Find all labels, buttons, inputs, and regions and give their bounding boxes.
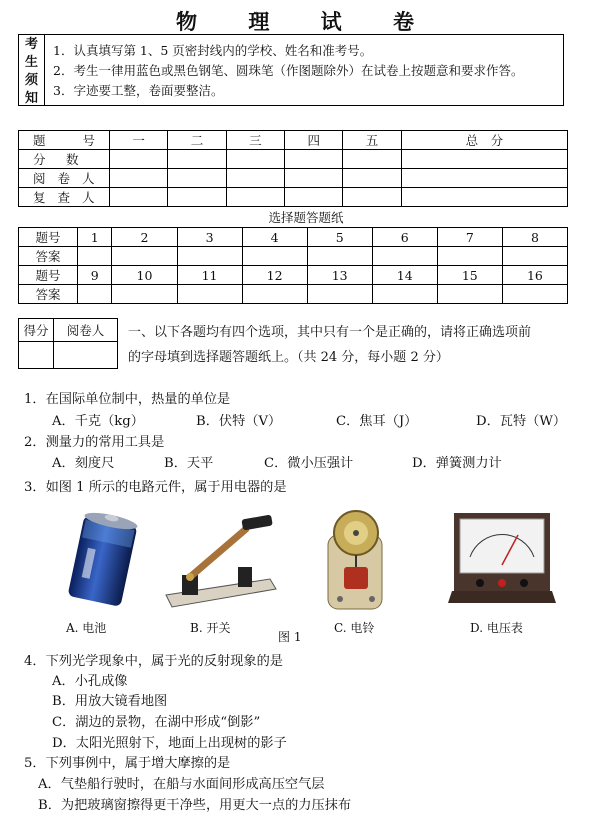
score-cell[interactable] <box>285 188 343 207</box>
score-cell[interactable] <box>168 169 226 188</box>
score-table-row <box>19 188 568 207</box>
question-number: 1 <box>78 228 112 247</box>
answer-cell[interactable] <box>307 285 372 304</box>
score-cell[interactable] <box>343 150 401 169</box>
question-4-stem: 4．下列光学现象中，属于光的反射现象的是 <box>24 654 283 669</box>
question-5-stem: 5．下列事例中，属于增大摩擦的是 <box>24 756 231 771</box>
score-cell[interactable] <box>285 169 343 188</box>
answer-cell[interactable] <box>112 285 177 304</box>
notice-label-char: 须 <box>24 73 38 88</box>
score-cell[interactable] <box>285 150 343 169</box>
question-number: 4 <box>242 228 307 247</box>
question-number: 12 <box>242 266 307 285</box>
grader-score-cell[interactable] <box>19 342 54 369</box>
q1-option-a: A．千克（kg） <box>52 414 144 429</box>
grader-box <box>18 318 118 369</box>
answer-cell[interactable] <box>112 247 177 266</box>
score-cell[interactable] <box>401 150 567 169</box>
question-number: 14 <box>372 266 437 285</box>
figure-caption-c: C. 电铃 <box>334 621 375 635</box>
answer-cell[interactable] <box>502 247 567 266</box>
question-number: 10 <box>112 266 177 285</box>
grader-score-label: 得分 <box>19 319 54 342</box>
notice-label-char: 知 <box>24 91 38 106</box>
answer-cell[interactable] <box>372 285 437 304</box>
q2-option-c: C．微小压强计 <box>264 456 354 471</box>
knife-switch-image <box>160 507 280 612</box>
answer-cell[interactable] <box>242 247 307 266</box>
notice-lines <box>53 41 523 101</box>
question-number: 5 <box>307 228 372 247</box>
notice-label-char: 考 <box>24 37 38 52</box>
answer-cell[interactable] <box>502 285 567 304</box>
score-table-header-row <box>19 131 568 150</box>
q4-option-c: C．湖边的景物，在湖中形成“倒影” <box>52 715 261 730</box>
score-table-row <box>19 150 568 169</box>
figure-label: 图 1 <box>278 630 302 644</box>
answer-cell[interactable] <box>177 285 242 304</box>
answer-cell[interactable] <box>78 285 112 304</box>
score-row-label: 分 数 <box>19 150 110 169</box>
q1-option-d: D．瓦特（W） <box>476 414 567 429</box>
q2-option-a: A．刻度尺 <box>52 456 115 471</box>
question-number: 8 <box>502 228 567 247</box>
q4-option-a: A．小孔成像 <box>52 674 128 689</box>
score-cell[interactable] <box>401 169 567 188</box>
answer-row-label: 答案 <box>19 285 78 304</box>
score-header-cell: 题 号 <box>19 131 110 150</box>
answer-row-label: 题号 <box>19 266 78 285</box>
electric-bell-image <box>318 507 394 612</box>
question-number: 9 <box>78 266 112 285</box>
score-cell[interactable] <box>168 188 226 207</box>
notice-line: 1．认真填写第 1、5 页密封线内的学校、姓名和准考号。 <box>53 43 373 58</box>
battery-image <box>52 507 162 612</box>
grader-reviewer-label: 阅卷人 <box>54 319 118 342</box>
question-number: 11 <box>177 266 242 285</box>
q5-option-b: B．为把玻璃窗擦得更干净些，用更大一点的力压抹布 <box>38 798 352 813</box>
question-number: 2 <box>112 228 177 247</box>
answer-input-row <box>19 247 568 266</box>
figure-caption-a: A. 电池 <box>66 621 107 635</box>
answer-cell[interactable] <box>242 285 307 304</box>
question-number: 3 <box>177 228 242 247</box>
answer-cell[interactable] <box>437 247 502 266</box>
score-header-cell: 五 <box>343 131 401 150</box>
q2-option-b: B．天平 <box>164 456 214 471</box>
voltmeter-image <box>440 507 560 612</box>
score-header-cell: 三 <box>226 131 284 150</box>
q4-option-b: B．用放大镜看地图 <box>52 694 168 709</box>
score-header-cell: 总 分 <box>401 131 567 150</box>
section-line: 一、以下各题均有四个选项，其中只有一个是正确的，请将正确选项前 <box>128 325 532 340</box>
notice-label <box>19 35 45 105</box>
question-number: 6 <box>372 228 437 247</box>
question-1-stem: 1．在国际单位制中，热量的单位是 <box>24 392 231 407</box>
q4-option-d: D．太阳光照射下，地面上出现树的影子 <box>52 736 287 751</box>
exam-notice-box <box>18 34 564 106</box>
score-row-label: 阅 卷 人 <box>19 169 110 188</box>
answer-cell[interactable] <box>78 247 112 266</box>
notice-line: 3．字迹要工整，卷面要整洁。 <box>53 83 224 98</box>
q5-option-a: A．气垫船行驶时，在船与水面间形成高压空气层 <box>38 777 325 792</box>
question-2-stem: 2．测量力的常用工具是 <box>24 435 165 450</box>
q2-option-d: D．弹簧测力计 <box>412 456 502 471</box>
score-cell[interactable] <box>110 150 168 169</box>
question-number: 13 <box>307 266 372 285</box>
grader-header-row <box>19 319 118 342</box>
answer-cell[interactable] <box>372 247 437 266</box>
notice-label-char: 生 <box>24 55 38 70</box>
question-3-stem: 3．如图 1 所示的电路元件，属于用电器的是 <box>24 480 287 495</box>
answer-cell[interactable] <box>307 247 372 266</box>
score-table-row <box>19 169 568 188</box>
answer-cell[interactable] <box>177 247 242 266</box>
question-number: 16 <box>502 266 567 285</box>
score-header-cell: 一 <box>110 131 168 150</box>
score-cell[interactable] <box>110 188 168 207</box>
figure-caption-b: B. 开关 <box>190 621 231 635</box>
score-cell[interactable] <box>343 188 401 207</box>
q1-option-c: C．焦耳（J） <box>336 414 418 429</box>
figure-caption-d: D. 电压表 <box>470 621 523 635</box>
page-title: 物 理 试 卷 <box>176 9 436 34</box>
score-cell[interactable] <box>226 188 284 207</box>
answer-number-row <box>19 228 568 247</box>
answer-cell[interactable] <box>437 285 502 304</box>
score-cell[interactable] <box>110 169 168 188</box>
score-cell[interactable] <box>168 150 226 169</box>
score-row-label: 复 查 人 <box>19 188 110 207</box>
answer-row-label: 题号 <box>19 228 78 247</box>
q1-option-b: B．伏特（V） <box>196 414 282 429</box>
score-cell[interactable] <box>343 169 401 188</box>
score-cell[interactable] <box>226 150 284 169</box>
grader-blank-row <box>19 342 118 369</box>
answer-number-row <box>19 266 568 285</box>
score-table <box>18 130 568 207</box>
answer-sheet-table <box>18 227 568 304</box>
score-cell[interactable] <box>226 169 284 188</box>
answer-sheet-title: 选择题答题纸 <box>268 210 344 225</box>
score-header-cell: 二 <box>168 131 226 150</box>
question-number: 7 <box>437 228 502 247</box>
answer-input-row <box>19 285 568 304</box>
notice-line: 2．考生一律用蓝色或黑色钢笔、圆珠笔（作图题除外）在试卷上按题意和要求作答。 <box>53 63 524 78</box>
score-cell[interactable] <box>401 188 567 207</box>
grader-reviewer-cell[interactable] <box>54 342 118 369</box>
section-line: 的字母填到选择题答题纸上。（共 24 分，每小题 2 分） <box>128 350 449 365</box>
score-header-cell: 四 <box>285 131 343 150</box>
answer-row-label: 答案 <box>19 247 78 266</box>
question-number: 15 <box>437 266 502 285</box>
section-one-instructions <box>128 320 578 370</box>
